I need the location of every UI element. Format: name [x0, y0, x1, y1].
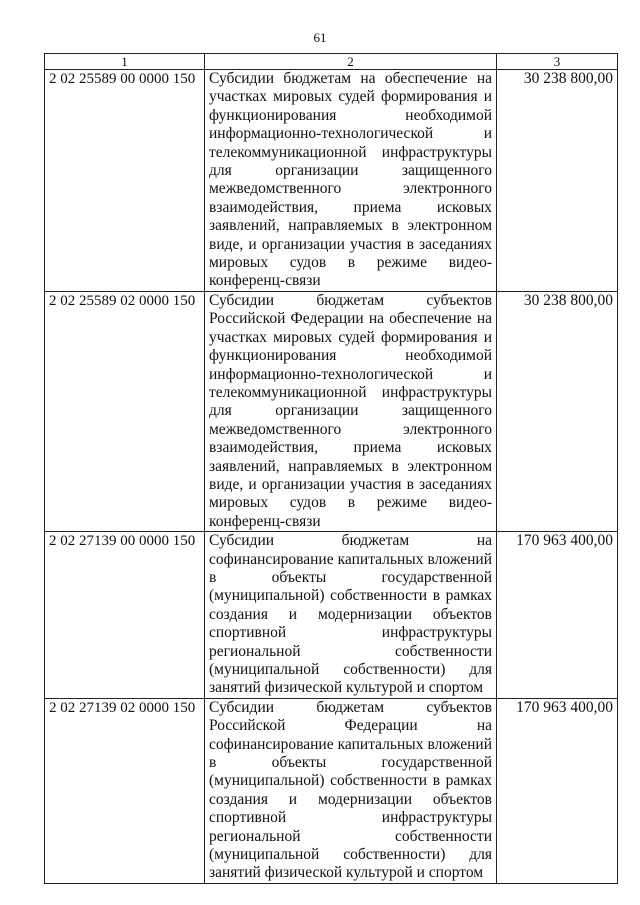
budget-table [44, 53, 618, 884]
description-cell: Субсидии бюджетам на софинансирование капитальных вложений в объекты государственной (муниципальной) собственности в рамках создания и модернизации объектов спортивной инфраструктуры региональной собственности (муниципальной собственности) для занятий физической культурой и спортом [205, 532, 497, 699]
page-number: 61 [313, 30, 327, 45]
table-row [45, 70, 618, 292]
budget-code-cell: 2 02 25589 02 0000 150 [45, 291, 205, 531]
table-row [45, 698, 618, 883]
amount-cell: 170 963 400,00 [497, 532, 618, 699]
column-header-2: 2 [205, 54, 497, 70]
table-row [45, 291, 618, 531]
header-row [45, 54, 618, 70]
description-cell: Субсидии бюджетам субъектов Российской Федерации на софинансирование капитальных вложений в объекты государственной (муниципальной) собственности в рамках создания и модернизации объектов спортивной инфраструктуры региональной собственности (муниципальной собственности) для занятий физической культурой и спортом [205, 698, 497, 883]
description-cell: Субсидии бюджетам субъектов Российской Федерации на обеспечение на участках мировых судей формирования и функционирования необходимой информационно-технологической и телекоммуникационной инфраструктуры для организации защищенного межведомственного электронного взаимодействия, приема исковых заявлений, направляемых в электронном виде, и организации участия в заседаниях мировых судов в режиме видео-конференц-связи [205, 291, 497, 531]
budget-code-cell: 2 02 27139 00 0000 150 [45, 532, 205, 699]
description-cell: Субсидии бюджетам на обеспечение на участках мировых судей формирования и функционирования необходимой информационно-технологической и телекоммуникационной инфраструктуры для организации защищенного межведомственного электронного взаимодействия, приема исковых заявлений, направляемых в электронном виде, и организации участия в заседаниях мировых судов в режиме видео-конференц-связи [205, 70, 497, 292]
budget-code-cell: 2 02 25589 00 0000 150 [45, 70, 205, 292]
budget-code-cell: 2 02 27139 02 0000 150 [45, 698, 205, 883]
column-header-1: 1 [45, 54, 205, 70]
amount-cell: 30 238 800,00 [497, 70, 618, 292]
amount-cell: 30 238 800,00 [497, 291, 618, 531]
amount-cell: 170 963 400,00 [497, 698, 618, 883]
table-row [45, 532, 618, 699]
column-header-3: 3 [497, 54, 618, 70]
